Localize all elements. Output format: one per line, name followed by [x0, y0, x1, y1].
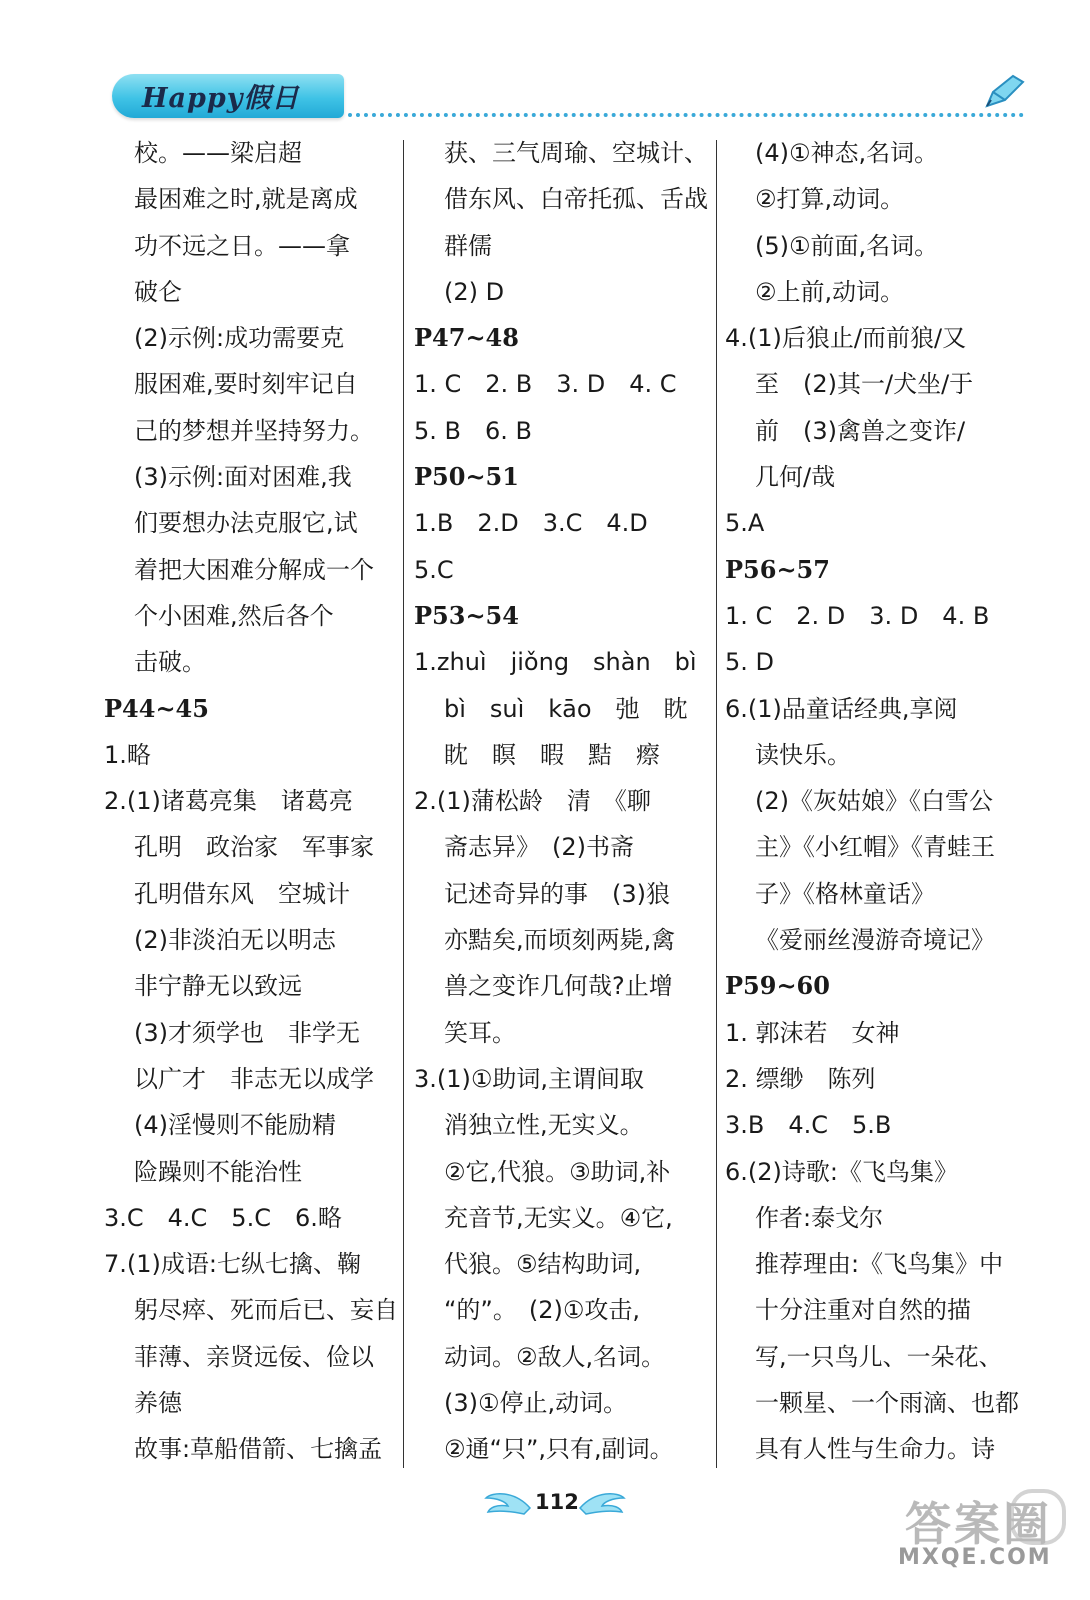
answer-line: (3)①停止,动词。 [444, 1389, 628, 1418]
page-range-heading: P56~57 [725, 554, 830, 584]
answer-line: 眈 瞑 暇 黠 瘵 [444, 740, 660, 769]
answer-line: ②通“只”,只有,副词。 [444, 1435, 674, 1464]
answer-line: 亦黠矣,而顷刻两毙,禽 [444, 926, 676, 955]
answer-line: 1.B 2.D 3.C 4.D [414, 509, 648, 538]
page-number: 112 [535, 1490, 579, 1514]
answer-line: 己的梦想并坚持努力。 [134, 416, 374, 445]
answer-line: 孔明 政治家 军事家 [134, 833, 374, 862]
answer-line: 斋志异》 (2)书斋 [444, 833, 634, 862]
answer-line: 群儒 [444, 231, 492, 260]
answer-line: 7.(1)成语:七纵七擒、鞠 [104, 1250, 361, 1279]
answer-line: ②它,代狼。③助词,补 [444, 1157, 671, 1186]
header-title: Happy假日 [142, 83, 300, 114]
answer-line: (4)淫慢则不能励精 [134, 1111, 336, 1140]
page-range-heading: P50~51 [414, 462, 519, 492]
answer-column-left [104, 130, 400, 1473]
answer-line: 6.(2)诗歌:《飞鸟集》 [725, 1157, 958, 1186]
answer-line: 一颗星、一个雨滴、也都 [755, 1389, 1019, 1418]
answer-line: 写,一只鸟儿、一朵花、 [755, 1342, 1003, 1371]
answer-line: (3)才须学也 非学无 [134, 1018, 360, 1047]
answer-line: 5.A [725, 509, 765, 538]
answer-line: 1.zhuì jiǒng shàn bì [414, 648, 697, 677]
column-divider-1 [403, 140, 404, 1468]
pen-icon [983, 74, 1025, 110]
answer-line: 5. B 6. B [414, 416, 532, 445]
answer-line: 至 (2)其一/犬坐/于 [755, 370, 974, 399]
answer-line: 服困难,要时刻牢记自 [134, 370, 358, 399]
answer-line: 菲薄、亲贤远佞、俭以 [134, 1342, 374, 1371]
answer-line: 故事:草船借箭、七擒孟 [134, 1435, 383, 1464]
answer-line: 破仑 [134, 277, 182, 306]
answer-line: (5)①前面,名词。 [755, 231, 939, 260]
answer-line: “的”。 (2)①攻击, [444, 1296, 641, 1325]
answer-line: 具有人性与生命力。诗 [755, 1435, 995, 1464]
header-dotted-rule [348, 113, 1024, 117]
answer-line: (2)非淡泊无以明志 [134, 926, 336, 955]
answer-line: 们要想办法克服它,试 [134, 509, 358, 538]
answer-line: 3.(1)①助词,主谓间取 [414, 1064, 645, 1093]
answer-line: 躬尽瘁、死而后已、妄自 [134, 1296, 398, 1325]
answer-line: 借东风、白帝托孤、舌战 [444, 185, 708, 214]
page-range-heading: P44~45 [104, 693, 209, 723]
answer-line: 5. D [725, 648, 775, 677]
answer-line: ②上前,动词。 [755, 277, 905, 306]
answer-line: 养德 [134, 1389, 182, 1418]
answer-line: 非宁静无以致远 [134, 972, 302, 1001]
answer-line: 1. C 2. D 3. D 4. B [725, 601, 990, 630]
answer-line: 前 (3)禽兽之变诈/ [755, 416, 966, 445]
answer-line: 个小困难,然后各个 [134, 601, 334, 630]
page-range-heading: P53~54 [414, 600, 519, 630]
answer-line: 2.(1)蒲松龄 清 《聊 [414, 787, 651, 816]
answer-line: 6.(1)品童话经典,享阅 [725, 694, 958, 723]
answer-line: 2. 缥缈 陈列 [725, 1064, 876, 1093]
answer-column-middle [414, 130, 712, 1473]
answer-line: 子》《格林童话》 [755, 879, 935, 908]
answer-line: 孔明借东风 空城计 [134, 879, 350, 908]
answer-line: 作者:泰戈尔 [755, 1203, 884, 1232]
answer-line: (2)《灰姑娘》《白雪公 [755, 787, 993, 816]
answer-line: bì suì kāo 弛 眈 [444, 694, 688, 723]
answer-line: 消独立性,无实义。 [444, 1111, 644, 1140]
answer-line: 功不远之日。——拿 [134, 231, 350, 260]
answer-line: 读快乐。 [755, 740, 851, 769]
answer-line: 动词。②敌人,名词。 [444, 1342, 666, 1371]
answer-line: (2)示例:成功需要克 [134, 324, 345, 353]
answer-line: ②打算,动词。 [755, 185, 905, 214]
watermark-chars: 答案圈 [905, 1497, 1052, 1551]
answer-line: 击破。 [134, 648, 206, 677]
answer-line: (2) D [444, 277, 505, 306]
answer-line: 险躁则不能治性 [134, 1157, 302, 1186]
answer-line: 代狼。⑤结构助词, [444, 1250, 642, 1279]
page-range-heading: P47~48 [414, 323, 519, 353]
answer-line: 笑耳。 [444, 1018, 516, 1047]
answer-column-right [725, 130, 1025, 1473]
answer-line: 校。——梁启超 [134, 139, 302, 167]
answer-line: 2.(1)诸葛亮集 诸葛亮 [104, 787, 353, 816]
answer-line: 主》《小红帽》《青蛙王 [755, 833, 995, 862]
column-divider-2 [716, 140, 717, 1468]
answer-line: 获、三气周瑜、空城计、 [444, 139, 708, 167]
answer-line: 记述奇异的事 (3)狼 [444, 879, 670, 908]
answer-line: 充音节,无实义。④它, [444, 1203, 673, 1232]
answer-line: 十分注重对自然的描 [755, 1296, 971, 1325]
answer-line: 最困难之时,就是离成 [134, 185, 358, 214]
answer-line: 推荐理由:《飞鸟集》中 [755, 1250, 1004, 1279]
answer-line: 1. 郭沫若 女神 [725, 1018, 900, 1047]
answer-line: (3)示例:面对困难,我 [134, 463, 352, 492]
answer-line: 4.(1)后狼止/而前狼/又 [725, 324, 967, 353]
page-range-heading: P59~60 [725, 971, 830, 1001]
answer-line: 1. C 2. B 3. D 4. C [414, 370, 677, 399]
answer-line: 《爱丽丝漫游奇境记》 [755, 926, 995, 955]
watermark-site: MXQE.COM [898, 1545, 1052, 1570]
answer-line: 1.略 [104, 740, 151, 769]
answer-line: 以广才 非志无以成学 [134, 1064, 374, 1093]
answer-line: (4)①神态,名词。 [755, 139, 939, 167]
answer-line: 兽之变诈几何哉?止增 [444, 972, 673, 1001]
answer-line: 着把大困难分解成一个 [134, 555, 374, 584]
answer-line: 几何/哉 [755, 463, 836, 492]
answer-line: 3.B 4.C 5.B [725, 1111, 892, 1140]
answer-line: 3.C 4.C 5.C 6.略 [104, 1203, 342, 1232]
answer-line: 5.C [414, 555, 454, 584]
